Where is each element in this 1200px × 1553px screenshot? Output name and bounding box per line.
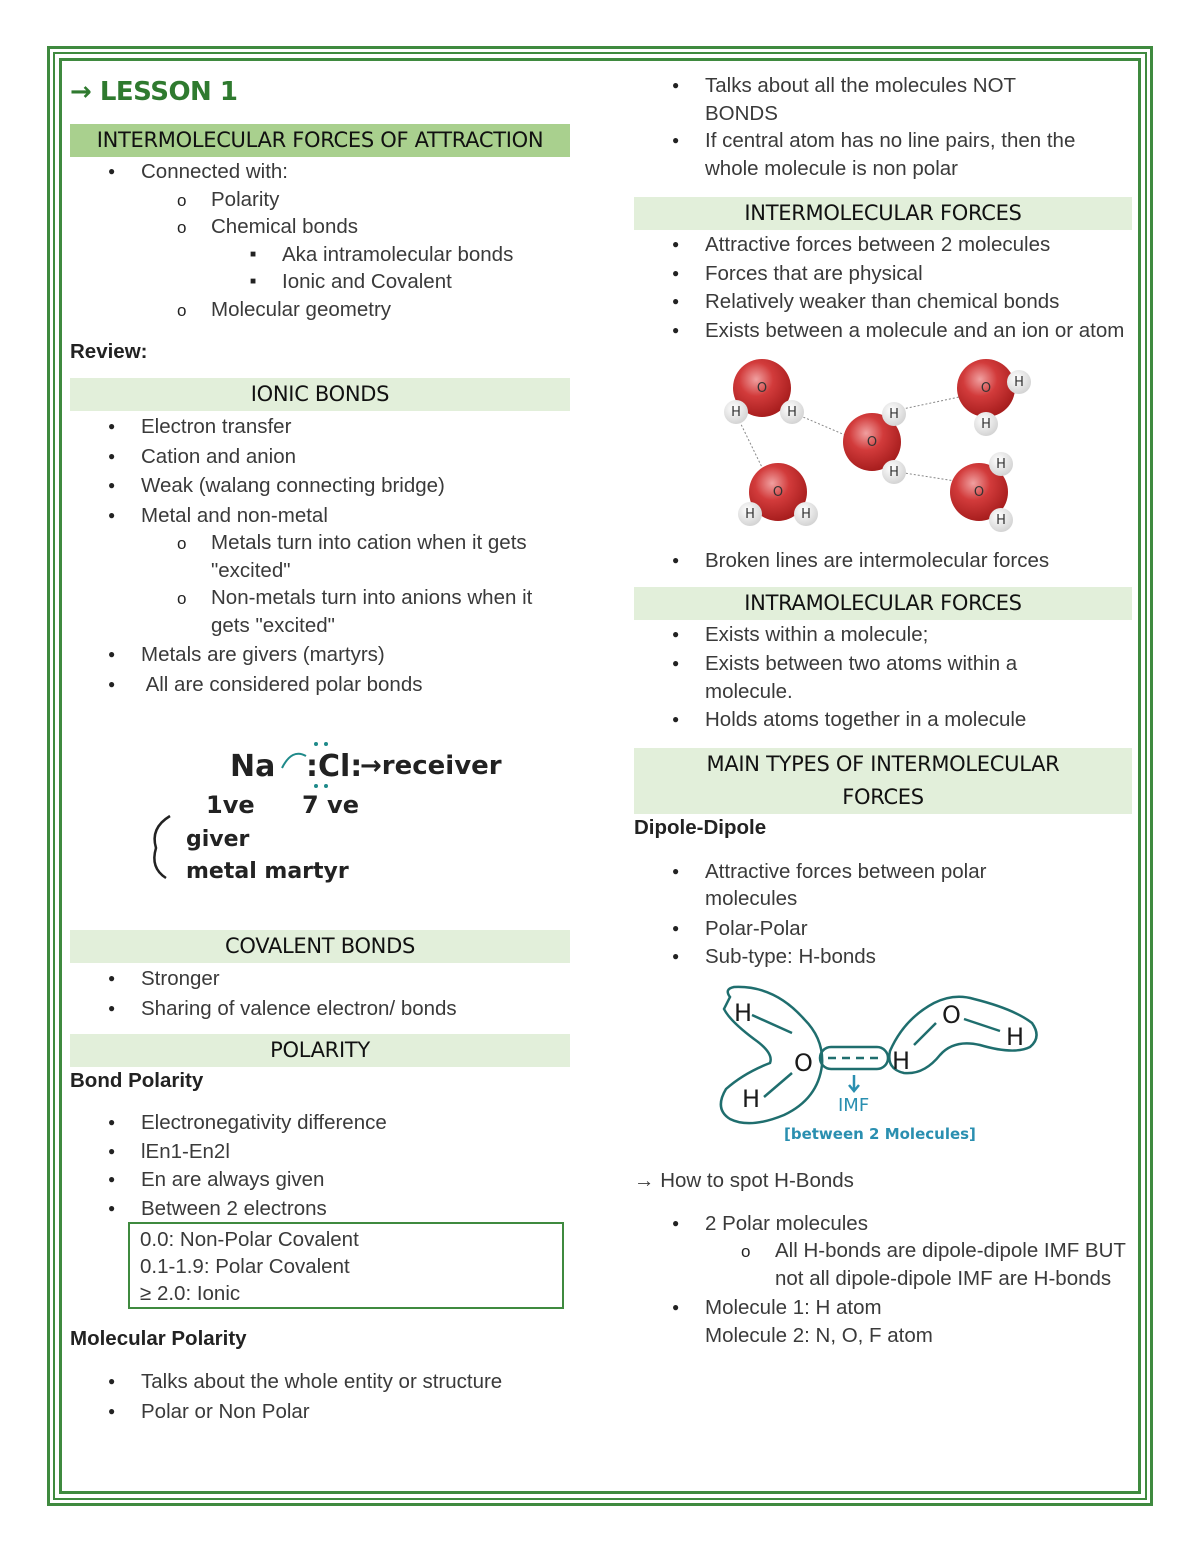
atom-label: H [981,417,991,432]
atom-label: H [889,465,899,480]
list-item: ● En are always given [70,1166,570,1194]
atom-label: H [996,513,1006,528]
list-item: o Non-metals turn into anions when it gets "excited" [70,584,570,639]
list-item: ● Molecule 1: H atom [634,1294,1132,1322]
list-item: ■ Aka intramolecular bonds [70,241,570,269]
bond-line [914,1023,936,1045]
list-item: ● Exists within a molecule; [634,621,1132,649]
list-item: ● Exists between two atoms within a molecule. [634,650,1132,705]
list-item: ● Talks about all the molecules NOT BONDS [634,72,1132,127]
list-item: o Molecular geometry [70,296,570,324]
atom-label: H [996,457,1006,472]
polarity-header: POLARITY [70,1034,570,1067]
bond-polarity-label: Bond Polarity [70,1069,204,1092]
sketch-h: H [734,998,753,1027]
molecular-polarity-label: Molecular Polarity [70,1327,247,1350]
list-item: ● Polar or Non Polar [70,1398,570,1426]
list-item: ● Cation and anion [70,443,570,471]
ionic-bonds-header: IONIC BONDS [70,378,570,411]
list-item: ● Metals are givers (martyrs) [70,641,570,669]
left-column [70,70,570,1425]
atom-label: O [980,381,992,396]
sketch-h: H [1006,1022,1025,1051]
nacl-sketch [70,698,570,918]
sketch-receiver: →receiver [360,751,502,781]
sketch-o: O [942,1000,961,1029]
atom-label: H [889,407,899,422]
right-column [634,72,1132,1349]
lesson-title: → LESSON 1 [70,77,238,107]
list-item: ● Sharing of valence electron/ bonds [70,995,570,1023]
list-item: ■ Ionic and Covalent [70,268,570,296]
sketch-h: H [742,1084,761,1113]
list-item: ● Polar-Polar [634,915,1132,943]
atom-label: H [787,405,797,420]
list-item: o Polarity [70,186,570,214]
list-item: ● All are considered polar bonds [70,671,570,699]
how-to-spot-heading: → How to spot H-Bonds [634,1168,854,1192]
molecule-2-line: Molecule 2: N, O, F atom [705,1323,933,1347]
list-item: ● Broken lines are intermolecular forces [634,547,1132,575]
bond-line [964,1019,1000,1031]
sketch-imf: IMF [838,1094,870,1116]
range-polar: 0.1-1.9: Polar Covalent [140,1255,350,1278]
list-item: o Metals turn into cation when it gets "excited" [70,529,570,584]
list-item: ● Metal and non-metal [70,502,570,530]
atom-label: O [756,381,768,396]
imf-attraction-header: INTERMOLECULAR FORCES OF ATTRACTION [70,124,570,157]
list-item: o Chemical bonds [70,213,570,241]
range-ionic: ≥ 2.0: Ionic [140,1282,241,1305]
main-types-header: MAIN TYPES OF INTERMOLECULAR FORCES [634,748,1132,814]
list-item: ● If central atom has no line pairs, then the whole molecule is non polar [634,127,1132,182]
sketch-cl: :Cl: [306,749,363,784]
transfer-arrow [282,754,306,768]
list-item: ● Exists between a molecule and an ion or atom [634,317,1132,345]
list-item: ● Talks about the whole entity or structure [70,1368,570,1396]
list-item: ● Electron transfer [70,413,570,441]
sketch-7ve: 7 ve [302,791,359,819]
bracket [154,816,170,878]
polarity-range-box [128,1222,564,1309]
atom-label: O [866,435,878,450]
list-item: ● Attractive forces between polar molecules [634,858,1132,913]
list-item: ● Sub-type: H-bonds [634,943,1132,971]
sketch-metal-martyr: metal martyr [186,859,349,884]
covalent-bonds-header: COVALENT BONDS [70,930,570,963]
sketch-na: Na [230,749,276,784]
sketch-giver: giver [186,827,250,852]
sketch-1ve: 1ve [206,791,255,819]
water-molecule-3 [957,359,1031,436]
review-label: Review: [70,340,148,363]
list-item: ● Electronegativity difference [70,1109,570,1137]
list-item: o All H-bonds are dipole-dipole IMF BUT not all dipole-dipole IMF are H-bonds [634,1237,1132,1292]
sketch-o: O [794,1048,813,1077]
list-item: ● Relatively weaker than chemical bonds [634,288,1132,316]
range-nonpolar: 0.0: Non-Polar Covalent [140,1228,359,1251]
list-item: ● Holds atoms together in a molecule [634,706,1132,734]
list-item: ● Weak (walang connecting bridge) [70,472,570,500]
atom-label: H [1014,375,1024,390]
list-item: ● Forces that are physical [634,260,1132,288]
sketch-between: [between 2 Molecules] [784,1124,976,1143]
bond-line [764,1073,792,1097]
atom-label: H [801,507,811,522]
list-item: ● lEn1-En2l [70,1138,570,1166]
list-item: ● Attractive forces between 2 molecules [634,231,1132,259]
list-item: ● Stronger [70,965,570,993]
dipole-dipole-label: Dipole-Dipole [634,815,767,839]
list-item: ● 2 Polar molecules [634,1210,1132,1238]
bond-line [752,1015,792,1033]
atom-label: H [731,405,741,420]
sketch-h: H [892,1046,911,1075]
list-item: ● Between 2 electrons [70,1195,570,1223]
intermolecular-forces-header: INTERMOLECULAR FORCES [634,197,1132,230]
intramolecular-forces-header: INTRAMOLECULAR FORCES [634,587,1132,620]
atom-label: O [973,485,985,500]
hbond-sketch [634,979,1132,1159]
atom-label: O [772,485,784,500]
water-molecules-diagram [634,344,1132,544]
atom-label: H [745,507,755,522]
list-item: ● Connected with: [70,158,570,186]
